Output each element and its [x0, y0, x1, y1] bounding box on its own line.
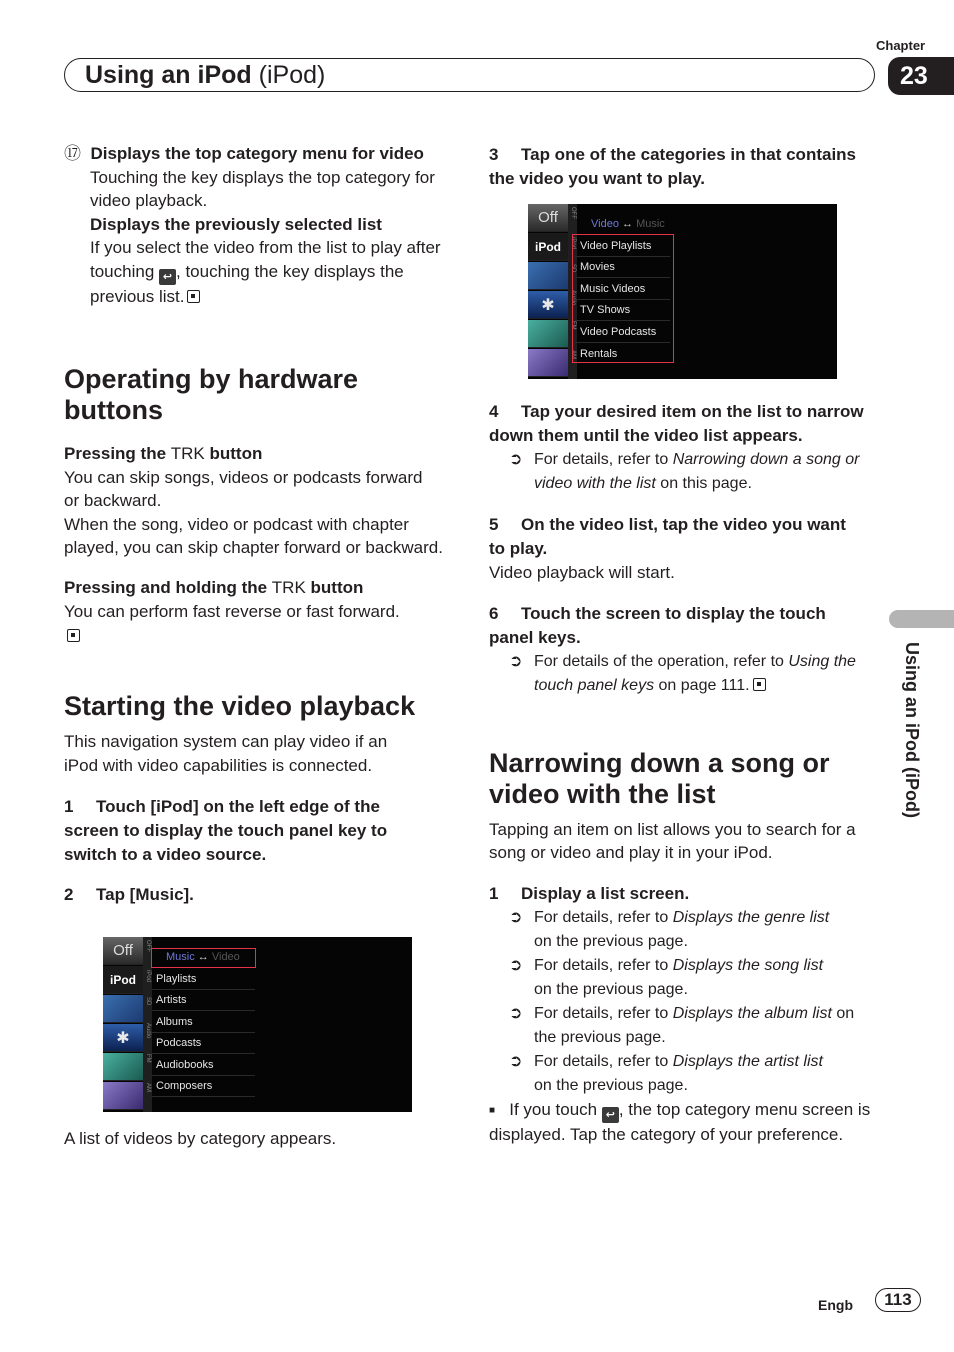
list-item: Artists — [151, 990, 255, 1011]
disc-icon — [528, 262, 568, 290]
step-6-note: ➲ For details of the operation, refer to Using the touch panel keys on page 111. — [489, 650, 869, 698]
trk-text-1: You can skip songs, videos or podcasts forward or backward. — [64, 467, 423, 511]
back-icon: ↩ — [602, 1107, 619, 1123]
right-column-lower — [489, 400, 874, 1146]
step-6: 6 Touch the screen to display the touch panel keys. — [489, 603, 826, 647]
chapter-number: 23 — [888, 57, 954, 95]
bluetooth-icon: ✱ — [103, 1024, 143, 1052]
video-intro: This navigation system can play video if an iPod with video capabilities is connected. — [64, 732, 388, 775]
tile-icon — [103, 1053, 143, 1081]
step-5: 5 On the video list, tap the video you want to play. — [489, 515, 846, 558]
narrowing-intro: Tapping an item on list allows you to search for a song or video and play it in your iPod. — [489, 819, 856, 863]
list-item: Composers — [151, 1076, 255, 1097]
footer-lang: Engb — [818, 1297, 853, 1313]
source-tabs: OFF iPod SD Audio FM AM — [568, 204, 577, 379]
note-song: ➲ For details, refer to Displays the song list on the previous page. — [489, 954, 879, 1002]
step-1: 1 Touch [iPod] on the left edge of the screen to display the touch panel key to switch to a video source. — [64, 797, 388, 865]
video-category-list — [572, 234, 674, 363]
source-bar — [528, 204, 568, 379]
step-3: 3 Tap one of the categories in that contains the video you want to play. — [489, 145, 857, 188]
prev-list-text: If you select the video from the list to play after touching ↩ , touching the key displays the previous list. — [90, 238, 441, 306]
prev-list-heading: Displays the previously selected list — [90, 214, 382, 234]
step-2: 2 Tap [Music]. — [64, 885, 194, 905]
trk-hold-text: You can perform fast reverse or fast forward. — [64, 600, 404, 647]
media-icon — [528, 349, 568, 377]
disc-icon — [103, 995, 143, 1023]
note-album: ➲ For details, refer to Displays the album list on the previous page. — [489, 1002, 864, 1050]
source-tabs: OFF iPod SD Audio FM AM — [143, 937, 152, 1112]
header-title-paren: (iPod) — [258, 60, 326, 89]
arrow-icon: ➲ — [509, 1004, 523, 1022]
note-genre: ➲ For details, refer to Displays the genre list on the previous page. — [489, 906, 879, 954]
right-column — [489, 143, 874, 191]
off-button: Off — [528, 204, 568, 232]
end-mark-icon — [67, 629, 80, 642]
item17-heading: ⑰ Displays the top category menu for video — [64, 144, 424, 163]
arrow-icon: ➲ — [509, 451, 523, 468]
left-column — [64, 142, 449, 907]
list-item: Video Podcasts — [575, 322, 670, 343]
list-item: Playlists — [151, 969, 255, 990]
final-note: ■ If you touch ↩ , the top category menu screen is displayed. Tap the category of your preference. — [489, 1099, 871, 1144]
ipod-button: iPod — [528, 233, 568, 261]
arrow-icon: ➲ — [509, 908, 523, 926]
chapter-label: Chapter — [876, 38, 926, 53]
arrow-icon: ➲ — [509, 652, 523, 670]
step-4-note: ➲ For details, refer to Narrowing down a song or video with the list on this page. — [489, 448, 869, 496]
side-tab-label: Using an iPod (iPod) — [902, 642, 922, 818]
bluetooth-icon: ✱ — [528, 291, 568, 319]
music-video-toggle: Music ↔ Video — [151, 948, 256, 968]
screenshot-music-list — [103, 937, 412, 1112]
list-item: Rentals — [580, 347, 618, 360]
item17-text: Touching the key displays the top category for video playback. — [90, 167, 435, 211]
side-thumb-tab — [889, 610, 954, 628]
back-icon: ↩ — [159, 269, 176, 285]
section-title-narrowing: Narrowing down a song or video with the list — [489, 747, 830, 809]
page-number: 113 — [875, 1288, 921, 1312]
list-item: TV Shows — [575, 300, 670, 321]
step-5-result: Video playback will start. — [489, 563, 675, 582]
ipod-button: iPod — [103, 966, 143, 994]
media-icon — [103, 1082, 143, 1110]
arrow-icon: ➲ — [509, 956, 523, 974]
step-4: 4 Tap your desired item on the list to narrow down them until the video list appears. — [489, 402, 864, 445]
section-title-video-playback: Starting the video playback — [64, 691, 416, 722]
list-item: Movies — [575, 257, 670, 278]
running-header — [64, 58, 875, 92]
section-title-hardware: Operating by hardware buttons — [64, 363, 359, 425]
figure-caption: A list of videos by category appears. — [64, 1129, 337, 1148]
list-item: Podcasts — [151, 1033, 255, 1054]
off-button: Off — [103, 937, 143, 965]
subheading-trk: Pressing the TRK button — [64, 443, 263, 463]
arrow-icon: ➲ — [509, 1052, 523, 1070]
list-item: Audiobooks — [151, 1055, 255, 1076]
note-artist: ➲ For details, refer to Displays the artist list on the previous page. — [489, 1050, 879, 1098]
header-title: Using an iPod — [85, 60, 252, 89]
screenshot-video-list — [528, 204, 837, 379]
list-item: Video Playlists — [575, 236, 670, 257]
list-item: Albums — [151, 1012, 255, 1033]
subheading-trk-hold: Pressing and holding the TRK button — [64, 577, 364, 597]
end-mark-icon — [187, 290, 200, 303]
bullet-icon: ■ — [489, 1104, 496, 1116]
list-item: Music Videos — [575, 279, 670, 300]
end-mark-icon — [753, 678, 766, 691]
trk-text-2: When the song, video or podcast with chapter played, you can skip chapter forward or backward. — [64, 514, 443, 558]
step-display-list: 1 Display a list screen. — [489, 883, 690, 903]
video-music-toggle: Video ↔ Music — [591, 218, 665, 230]
tile-icon — [528, 320, 568, 348]
source-bar — [103, 937, 143, 1112]
